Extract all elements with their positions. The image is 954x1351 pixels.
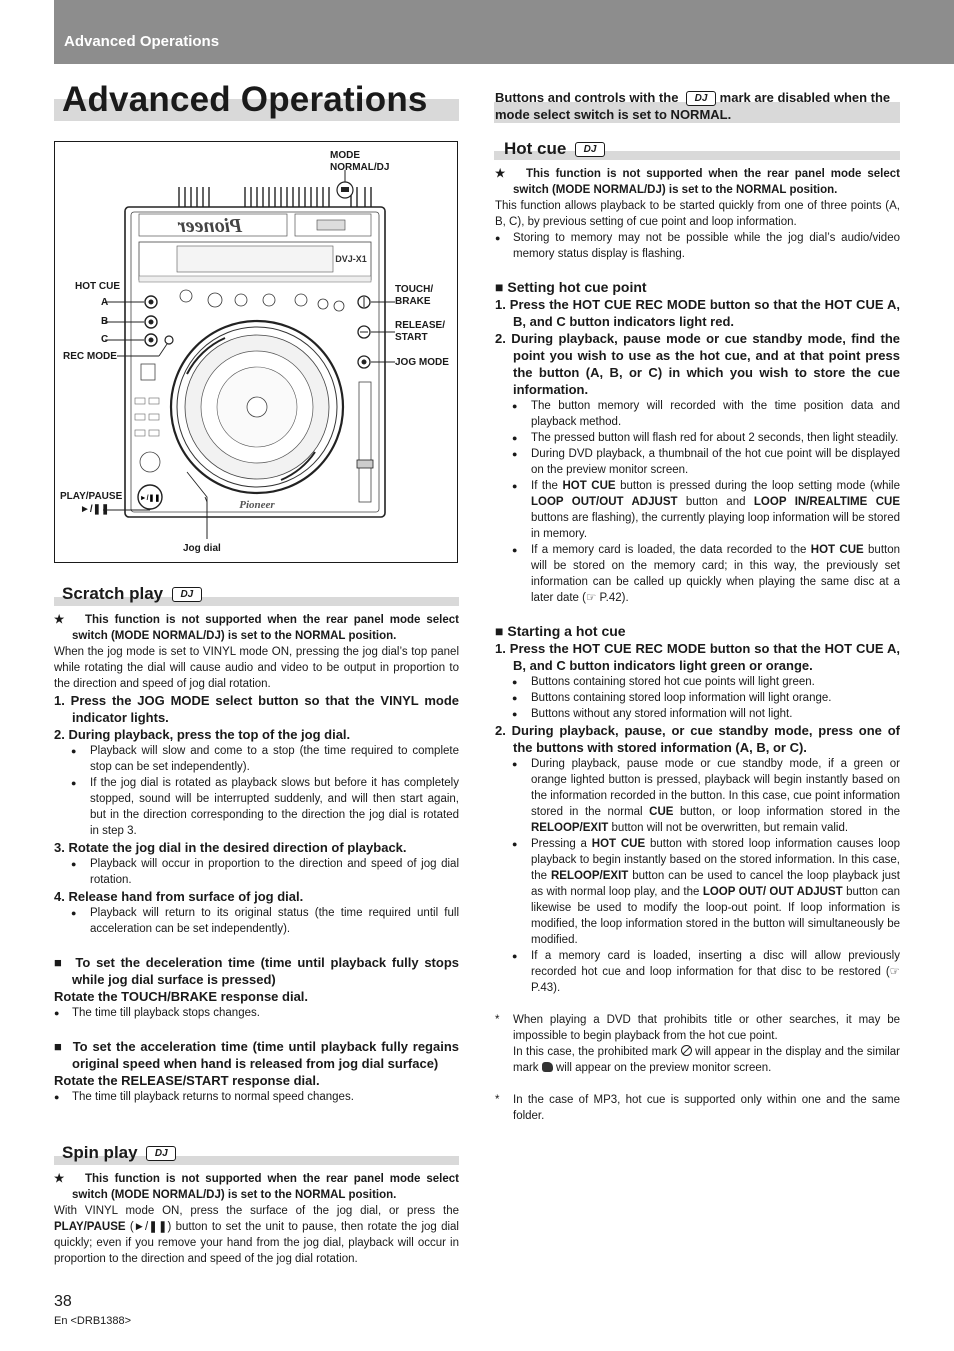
set-bullet-4	[495, 478, 900, 542]
hotcue-star-text: This function is not supported when the rear panel mode select switch (MODE NORMAL/DJ) is set to the NORMAL position.	[513, 168, 900, 196]
hotcue-intro-bullet: ● Storing to memory may not be possible while the jog dial’s audio/video memory status display is flashing.	[495, 230, 900, 262]
label-hot-cue-b: B	[101, 316, 109, 327]
start-s1-bullet-3: ● Buttons without any stored information will not light.	[495, 706, 900, 722]
hotcue-intro: This function allows playback to be started quickly from one of three points (A, B, C), by previous setting of cue point and loop information.	[495, 200, 900, 228]
set-b5-part1: If a memory card is loaded, the data recorded to the	[531, 544, 807, 556]
start-step-1: 1. Press the HOT CUE REC MODE button so that the HOT CUE A, B, and C button indicators light green or orange.	[495, 641, 900, 673]
page-number: 38	[54, 1293, 72, 1310]
set-b4-part3: button and	[685, 496, 746, 508]
set-b4-part1: If the	[531, 480, 558, 492]
start-s2-b1-part3: button will not be overwritten, but remain valid.	[611, 822, 849, 834]
start-s2-b2-part4: button can likewise be used to modify the loop-out point. If loop information is modified, the loop information stored in the button will simultaneously be modified.	[531, 886, 900, 946]
set-bullet-3: ● During DVD playback, a thumbnail of the hot cue point will be displayed on the preview monitor screen.	[495, 446, 900, 478]
label-jog-dial: Jog dial	[183, 543, 221, 554]
scratch-star-text: This function is not supported when the rear panel mode select switch (MODE NORMAL/DJ) is set to the NORMAL position.	[72, 614, 459, 642]
start-s1-bullet-1: ● Buttons containing stored hot cue points will light green.	[495, 674, 900, 690]
spin-play-heading-text: Spin play	[62, 1143, 138, 1162]
start-s2-b1-part1: During playback, pause mode or cue standby mode, if a green or orange lighted button is pressed, playback will begin instantly based on the information recorded in the button. In this case, cue point information stored in the normal	[531, 758, 900, 818]
scratch-intro: When the jog mode is set to VINYL mode ON, pressing the jog dial’s top panel while rotating the dial will cause audio and video to be output in proportion to the direction and speed of jog dial rotation.	[54, 646, 459, 690]
label-mode-switch: MODE NORMAL/DJ	[330, 150, 390, 173]
dj-mark-icon: DJ	[172, 587, 202, 602]
start-s2-bullet-3: ● If a memory card is loaded, inserting a disc will allow previously recorded hot cue and loop information for that disc to be restored (☞ P.43).	[495, 948, 900, 996]
section-header-bar	[54, 0, 954, 64]
scratch-step-2: 2. During playback, press the top of the jog dial.	[54, 727, 351, 742]
set-bullet-2: ● The pressed button will flash red for about 2 seconds, then light steadily.	[495, 430, 900, 446]
scratch-step-4: 4. Release hand from surface of jog dial.	[54, 889, 304, 904]
set-bullet-5	[495, 542, 900, 606]
dj-mark-icon: DJ	[686, 91, 716, 106]
scratch-step-2-bullet-2: ● If the jog dial is rotated as playback slows but before it has completely stopped, sound will be interrupted suddenly, and will then start again, but in the direction corresponding to the direction the jog dial is rotated in step 3.	[54, 775, 459, 839]
page-title: Advanced Operations	[62, 80, 428, 119]
label-touch-brake: TOUCH/ BRAKE	[395, 284, 434, 307]
model-badge: DVJ-X1	[335, 254, 367, 264]
start-step-2: 2. During playback, pause, or cue standby mode, press one of the buttons with stored information (A, B, or C).	[495, 723, 900, 755]
spin-body	[54, 1203, 459, 1267]
start-s2-b2-part1: Pressing a	[531, 838, 587, 850]
pioneer-logo: Pioneer	[239, 499, 275, 511]
accel-bullet: ● The time till playback returns to normal speed changes.	[54, 1089, 459, 1105]
hot-cue-body	[495, 166, 900, 1124]
footnote-1-text-b1: In this case, the prohibited mark	[513, 1046, 678, 1058]
dj-mark-icon: DJ	[146, 1146, 176, 1161]
accel-heading-text: To set the acceleration time (time until playback fully regains original speed when hand is released from jog dial surface)	[72, 1039, 459, 1071]
start-s2-b2-loopout: LOOP OUT/ OUT ADJUST	[702, 886, 843, 898]
spin-star-text: This function is not supported when the rear panel mode select switch (MODE NORMAL/DJ) is set to the NORMAL position.	[72, 1173, 459, 1201]
start-s1-bullet-2: ● Buttons containing stored loop information will light orange.	[495, 690, 900, 706]
hot-cue-heading	[504, 139, 605, 159]
spin-play-heading	[62, 1143, 176, 1163]
mirrored-logo-text: Pioneer	[177, 215, 243, 237]
scratch-step-2-bullet-1: ● Playback will slow and come to a stop (the time required to complete stop can be set independently).	[54, 743, 459, 775]
prohibited-hand-icon	[542, 1062, 553, 1072]
dj-mark-note: Buttons and controls with the DJ mark are disabled when the mode select switch is set to NORMAL.	[495, 90, 891, 123]
starting-hot-cue-heading-text: Starting a hot cue	[507, 623, 626, 639]
start-s2-b2-part2: button with stored loop information causes loop playback to begin instantly based on the stored information. In this case, the	[531, 838, 900, 882]
set-b5-part2: button will be stored on the memory card; in this way, the previously set information can be called up quickly when playing the same disc at a later date (☞ P.42).	[531, 544, 901, 604]
decel-heading-text: To set the deceleration time (time until playback fully stops while jog dial surface is pressed)	[72, 955, 459, 987]
start-s2-b2-part3: button can be used to cancel the loop playback just as with normal loop play, and the	[531, 870, 900, 898]
label-hot-cue-c: C	[101, 334, 109, 345]
start-s2-bullet-1	[495, 756, 900, 836]
footnote-2: * In the case of MP3, hot cue is supported only within one and the same folder.	[495, 1092, 900, 1124]
label-jog-mode: JOG MODE	[395, 357, 449, 368]
spin-body-part-2: (►/❚❚) button to set the unit to pause, then rotate the jog dial quickly; even if you remove your hand from the jog dial, playback will occur in proportion to the direction and speed of the jog dial rotation.	[54, 1221, 459, 1265]
label-play-pause: PLAY/PAUSE	[60, 491, 123, 502]
set-b4-loopout: LOOP OUT/OUT ADJUST	[531, 496, 678, 508]
spin-play-body	[54, 1171, 459, 1267]
set-b5-hotcue: HOT CUE	[810, 544, 864, 556]
start-s2-bullet-2	[495, 836, 900, 948]
spin-body-button: PLAY/PAUSE	[54, 1221, 126, 1233]
accel-action: Rotate the RELEASE/START response dial.	[54, 1073, 320, 1088]
prohibited-icon	[681, 1045, 692, 1056]
scratch-step-1: 1. Press the JOG MODE select button so that the VINYL mode indicator lights.	[54, 693, 459, 725]
document-code: En <DRB1388>	[54, 1315, 132, 1327]
accel-heading: ■ To set the acceleration time (time until playback fully regains original speed when hand is released from jog dial surface)	[54, 1039, 459, 1071]
set-b4-hotcue: HOT CUE	[562, 480, 616, 492]
footnote-1-text-a: When playing a DVD that prohibits title or other searches, it may be impossible to begin playback from the hot cue point.	[513, 1014, 900, 1042]
section-header-label: Advanced Operations	[64, 33, 220, 50]
start-s2-b1-cue: CUE	[649, 806, 674, 818]
dvj-front-panel-figure	[54, 141, 458, 563]
hotcue-star-note: ★ This function is not supported when the rear panel mode select switch (MODE NORMAL/DJ) is set to the NORMAL position.	[495, 168, 900, 196]
footnote-1-text-b2: will appear in the display and the similar mark	[513, 1046, 900, 1074]
setting-hot-cue-heading-text: Setting hot cue point	[507, 279, 647, 295]
scratch-step-4-bullet-1: ● Playback will return to its original status (the time required until full acceleration can be set independently).	[54, 905, 459, 937]
label-hot-cue: HOT CUE	[75, 281, 120, 292]
scratch-step-3-bullet-1: ● Playback will occur in proportion to the direction and speed of jog dial rotation.	[54, 856, 459, 888]
decel-bullet: ● The time till playback stops changes.	[54, 1005, 459, 1021]
start-s2-b2-reloop: RELOOP/EXIT	[550, 870, 629, 882]
start-s2-b1-part2: button, or loop information stored in the	[679, 806, 901, 818]
set-b4-loopin: LOOP IN/REALTIME CUE	[753, 496, 900, 508]
footnote-1-text-b3: will appear on the preview monitor screen.	[555, 1062, 772, 1074]
starting-hot-cue-heading: ■ Starting a hot cue	[495, 623, 626, 639]
label-rec-mode: REC MODE	[63, 351, 117, 362]
set-step-2: 2. During playback, pause mode or cue standby mode, find the point you wish to use as the hot cue, and at that point press the button (A, B, or C) in which you wish to store the cue information.	[495, 331, 900, 397]
scratch-star-note: ★ This function is not supported when the rear panel mode select switch (MODE NORMAL/DJ) is set to the NORMAL position.	[54, 614, 459, 642]
set-b4-part4: buttons are flashing), the currently playing loop information will be stored in memory.	[531, 512, 900, 540]
scratch-play-heading-text: Scratch play	[62, 584, 164, 603]
set-b4-part2: button is pressed during the loop setting mode (while	[620, 480, 900, 492]
footnote-1	[495, 1012, 900, 1076]
hot-cue-heading-text: Hot cue	[504, 139, 567, 158]
scratch-play-heading	[62, 584, 202, 604]
scratch-play-body	[54, 612, 459, 1105]
dj-mark-icon: DJ	[575, 142, 605, 157]
set-bullet-1: ● The button memory will recorded with the time position data and playback method.	[495, 398, 900, 430]
set-step-1: 1. Press the HOT CUE REC MODE button so that the HOT CUE A, B, and C button indicators light red.	[495, 297, 900, 329]
label-release-start: RELEASE/ START	[395, 320, 446, 343]
decel-heading: ■ To set the deceleration time (time until playback fully stops while jog dial surface is pressed)	[54, 955, 459, 987]
scratch-step-3: 3. Rotate the jog dial in the desired direction of playback.	[54, 840, 407, 855]
decel-action: Rotate the TOUCH/BRAKE response dial.	[54, 989, 309, 1004]
start-s2-b2-hotcue: HOT CUE	[591, 838, 646, 850]
setting-hot-cue-heading: ■ Setting hot cue point	[495, 279, 647, 295]
start-s2-b1-reloop: RELOOP/EXIT	[531, 822, 609, 834]
spin-star-note: ★ This function is not supported when the rear panel mode select switch (MODE NORMAL/DJ) is set to the NORMAL position.	[54, 1173, 459, 1201]
spin-body-part-1: With VINYL mode ON, press the surface of the jog dial, or press the	[54, 1205, 459, 1217]
label-hot-cue-a: A	[101, 297, 109, 308]
play-pause-glyph: ►/❚❚	[139, 495, 161, 502]
label-play-pause-symbol: ►/❚❚	[80, 504, 110, 515]
